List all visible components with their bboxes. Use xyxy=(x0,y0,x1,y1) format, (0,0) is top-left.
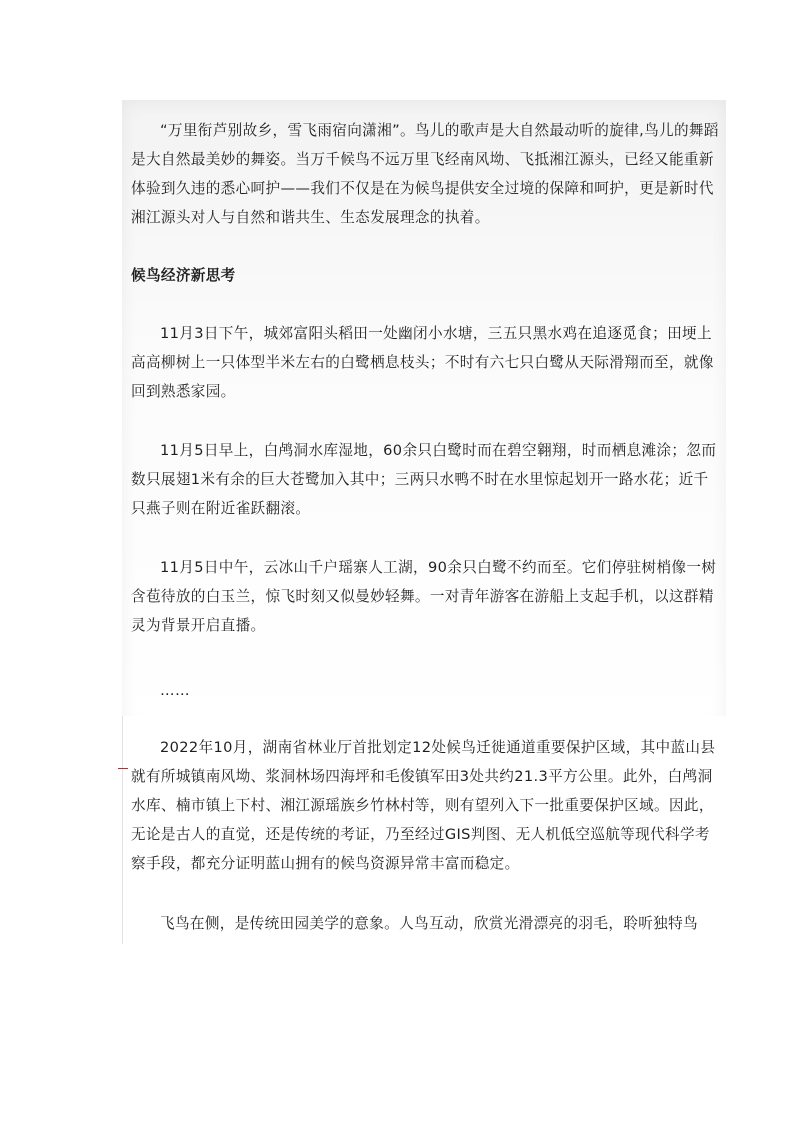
paragraph-intro: “万里衔芦别故乡，雪飞雨宿向潇湘”。鸟儿的歌声是大自然最动听的旋律,鸟儿的舞蹈是大自然最美妙的舞姿。当万千候鸟不远万里飞经南风坳、飞抵湘江源头，已经又能重新体验到久违的悉心呵护——我们不仅是在为候鸟提供安全过境的保障和呵护，更是新时代湘江源头对人与自然和谐共生、生态发展理念的执着。 xyxy=(131,122,719,226)
paragraph-nov5-morning: 11月5日早上，白鸬洞水库湿地，60余只白鹭时而在碧空翱翔，时而栖息滩涂；忽而数只展翅1米有余的巨大苍鹭加入其中；三两只水鸭不时在水里惊起划开一路水花；近千只燕子则在附近雀跃翻滚。 xyxy=(131,442,717,517)
paragraph-protection-zones: 2022年10月，湖南省林业厅首批划定12处候鸟迁徙通道重要保护区域，其中蓝山县就有所城镇南风坳、浆洞林场四海坪和毛俊镇军田3处共约21.3平方公里。此外，白鸬洞水库、楠市镇上下村、湘江源瑶族乡竹林村等，则有望列入下一批重要保护区域。因此，无论是古人的直觉，还是传统的考证，乃至经过GIS判图、无人机低空巡航等现代科学考察手段，都充分证明蓝山拥有的候鸟资源异常丰富而稳定。 xyxy=(131,739,716,872)
paragraph-nov5-noon: 11月5日中午，云冰山千户瑶寨人工湖，90余只白鹭不约而至。它们停驻树梢像一树含苞待放的白玉兰，惊飞时刻又似曼妙轻舞。一对青年游客在游船上支起手机，以这群精灵为背景开启直播。 xyxy=(131,559,717,634)
paragraph-nov3: 11月3日下午，城郊富阳头稻田一处幽闭小水塘，三五只黑水鸡在追逐觅食；田埂上高高柳树上一只体型半米左右的白鹭栖息枝头；不时有六七只白鹭从天际滑翔而至，就像回到熟悉家园。 xyxy=(131,325,714,400)
red-mark xyxy=(118,768,128,769)
section-heading: 候鸟经济新思考 xyxy=(131,267,236,284)
ellipsis-text: …… xyxy=(160,682,190,699)
paragraph-flying-birds: 飞鸟在侧，是传统田园美学的意象。人鸟互动，欣赏光滑漂亮的羽毛，聆听独特鸟 xyxy=(160,915,698,932)
